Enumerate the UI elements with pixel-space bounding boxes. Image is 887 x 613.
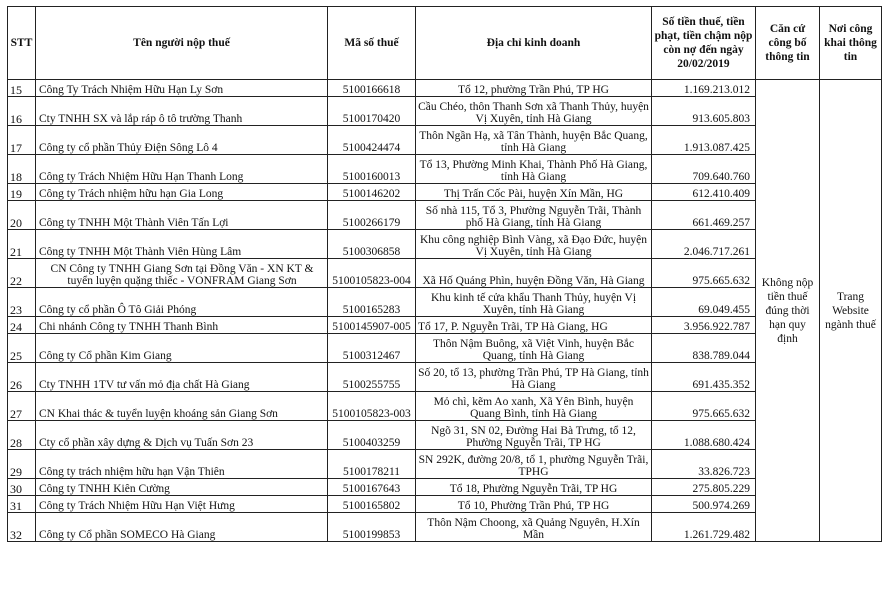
- tax-debt-sheet: [7, 6, 882, 542]
- cell-stt: 16: [8, 97, 36, 126]
- table-row: [8, 201, 882, 230]
- cell-tax-id: 5100266179: [328, 201, 416, 230]
- header-name: Tên người nộp thuế: [36, 7, 328, 80]
- cell-stt: 24: [8, 317, 36, 334]
- table-row: [8, 80, 882, 97]
- cell-tax-id: 5100170420: [328, 97, 416, 126]
- table-row: [8, 421, 882, 450]
- header-tax-id: Mã số thuế: [328, 7, 416, 80]
- cell-name: Công ty Trách nhiệm hữu hạn Gia Long: [36, 184, 328, 201]
- cell-stt: 27: [8, 392, 36, 421]
- cell-address: Cầu Chéo, thôn Thanh Sơn xã Thanh Thủy, huyện Vị Xuyên, tỉnh Hà Giang: [416, 97, 652, 126]
- cell-tax-id: 5100178211: [328, 450, 416, 479]
- table-row: [8, 496, 882, 513]
- cell-stt: 20: [8, 201, 36, 230]
- cell-amount: 2.046.717.261: [652, 230, 756, 259]
- cell-address: Tổ 13, Phường Minh Khai, Thành Phố Hà Giang, tỉnh Hà Giang: [416, 155, 652, 184]
- cell-stt: 28: [8, 421, 36, 450]
- cell-address: Mỏ chì, kẽm Ao xanh, Xã Yên Bình, huyện Quang Bình, tỉnh Hà Giang: [416, 392, 652, 421]
- cell-amount: 275.805.229: [652, 479, 756, 496]
- cell-tax-id: 5100145907-005: [328, 317, 416, 334]
- cell-tax-id: 5100306858: [328, 230, 416, 259]
- header-address: Địa chỉ kinh doanh: [416, 7, 652, 80]
- cell-address: Thôn Ngần Hạ, xã Tân Thành, huyện Bắc Quang, tỉnh Hà Giang: [416, 126, 652, 155]
- cell-stt: 30: [8, 479, 36, 496]
- table-row: [8, 97, 882, 126]
- cell-name: Công ty Trách Nhiệm Hữu Hạn Thanh Long: [36, 155, 328, 184]
- table-row: [8, 479, 882, 496]
- cell-amount: 1.261.729.482: [652, 513, 756, 542]
- cell-stt: 15: [8, 80, 36, 97]
- cell-address: Số 20, tổ 13, phường Trần Phú, TP Hà Giang, tỉnh Hà Giang: [416, 363, 652, 392]
- table-row: [8, 288, 882, 317]
- cell-name: Cty TNHH SX và lắp ráp ô tô trường Thanh: [36, 97, 328, 126]
- cell-stt: 22: [8, 259, 36, 288]
- cell-name: Công ty Cổ phần SOMECO Hà Giang: [36, 513, 328, 542]
- table-row: [8, 184, 882, 201]
- cell-name: CN Khai thác & tuyển luyện khoáng sản Giang Sơn: [36, 392, 328, 421]
- cell-amount: 691.435.352: [652, 363, 756, 392]
- cell-stt: 31: [8, 496, 36, 513]
- cell-amount: 838.789.044: [652, 334, 756, 363]
- cell-tax-id: 5100167643: [328, 479, 416, 496]
- cell-stt: 32: [8, 513, 36, 542]
- cell-amount: 1.169.213.012: [652, 80, 756, 97]
- cell-name: Chi nhánh Công ty TNHH Thanh Bình: [36, 317, 328, 334]
- header-row: [8, 7, 882, 80]
- cell-stt: 18: [8, 155, 36, 184]
- cell-stt: 25: [8, 334, 36, 363]
- cell-tax-id: 5100165802: [328, 496, 416, 513]
- cell-stt: 21: [8, 230, 36, 259]
- cell-tax-id: 5100105823-003: [328, 392, 416, 421]
- cell-place: Trang Website ngành thuế: [820, 80, 882, 542]
- cell-tax-id: 5100424474: [328, 126, 416, 155]
- cell-stt: 26: [8, 363, 36, 392]
- cell-amount: 913.605.803: [652, 97, 756, 126]
- table-row: [8, 230, 882, 259]
- table-row: [8, 155, 882, 184]
- cell-address: Tổ 12, phường Trần Phú, TP HG: [416, 80, 652, 97]
- cell-name: Cty TNHH 1TV tư vấn mỏ địa chất Hà Giang: [36, 363, 328, 392]
- table-row: [8, 450, 882, 479]
- table-row: [8, 334, 882, 363]
- cell-address: SN 292K, đường 20/8, tổ 1, phường Nguyễn Trãi, TPHG: [416, 450, 652, 479]
- cell-name: Công ty TNHH Một Thành Viên Hùng Lâm: [36, 230, 328, 259]
- cell-stt: 19: [8, 184, 36, 201]
- cell-tax-id: 5100165283: [328, 288, 416, 317]
- cell-amount: 3.956.922.787: [652, 317, 756, 334]
- cell-tax-id: 5100403259: [328, 421, 416, 450]
- cell-name: Công ty TNHH Kiên Cường: [36, 479, 328, 496]
- cell-address: Thôn Nậm Buông, xã Việt Vinh, huyện Bắc Quang, tỉnh Hà Giang: [416, 334, 652, 363]
- cell-tax-id: 5100105823-004: [328, 259, 416, 288]
- cell-tax-id: 5100255755: [328, 363, 416, 392]
- cell-tax-id: 5100160013: [328, 155, 416, 184]
- cell-name: CN Công ty TNHH Giang Sơn tại Đồng Văn - XN KT & tuyển luyện quặng thiếc - VONFRAM Giang Sơn: [36, 259, 328, 288]
- cell-tax-id: 5100146202: [328, 184, 416, 201]
- header-stt: STT: [8, 7, 36, 80]
- cell-amount: 975.665.632: [652, 259, 756, 288]
- header-basis: Căn cứ công bố thông tin: [756, 7, 820, 80]
- table-row: [8, 317, 882, 334]
- cell-basis: Không nộp tiền thuế đúng thời hạn quy định: [756, 80, 820, 542]
- cell-name: Công Ty Trách Nhiệm Hữu Hạn Ly Sơn: [36, 80, 328, 97]
- table-row: [8, 126, 882, 155]
- cell-address: Khu công nghiệp Bình Vàng, xã Đạo Đức, huyện Vị Xuyên, tỉnh Hà Giang: [416, 230, 652, 259]
- cell-address: Thôn Nậm Choong, xã Quảng Nguyên, H.Xín Mần: [416, 513, 652, 542]
- cell-address: Thị Trấn Cốc Pài, huyện Xín Mần, HG: [416, 184, 652, 201]
- cell-stt: 17: [8, 126, 36, 155]
- cell-address: Xã Hố Quáng Phìn, huyện Đồng Văn, Hà Giang: [416, 259, 652, 288]
- cell-amount: 1.088.680.424: [652, 421, 756, 450]
- cell-amount: 709.640.760: [652, 155, 756, 184]
- cell-amount: 1.913.087.425: [652, 126, 756, 155]
- cell-amount: 69.049.455: [652, 288, 756, 317]
- cell-name: Công ty cổ phần Ô Tô Giải Phóng: [36, 288, 328, 317]
- cell-tax-id: 5100199853: [328, 513, 416, 542]
- cell-amount: 661.469.257: [652, 201, 756, 230]
- cell-address: Tổ 17, P. Nguyễn Trãi, TP Hà Giang, HG: [416, 317, 652, 334]
- tax-debt-table: [7, 6, 882, 542]
- cell-name: Cty cổ phần xây dựng & Dịch vụ Tuấn Sơn 23: [36, 421, 328, 450]
- cell-name: Công ty cổ phần Thủy Điện Sông Lô 4: [36, 126, 328, 155]
- cell-name: Công ty Cổ phần Kim Giang: [36, 334, 328, 363]
- cell-amount: 33.826.723: [652, 450, 756, 479]
- cell-address: Khu kinh tế cửa khẩu Thanh Thủy, huyện Vị Xuyên, tỉnh Hà Giang: [416, 288, 652, 317]
- cell-amount: 612.410.409: [652, 184, 756, 201]
- cell-address: Số nhà 115, Tổ 3, Phường Nguyễn Trãi, Thành phố Hà Giang, tỉnh Hà Giang: [416, 201, 652, 230]
- cell-address: Ngõ 31, SN 02, Đường Hai Bà Trưng, tổ 12, Phường Nguyễn Trãi, TP HG: [416, 421, 652, 450]
- cell-stt: 29: [8, 450, 36, 479]
- table-row: [8, 363, 882, 392]
- cell-address: Tổ 10, Phường Trần Phú, TP HG: [416, 496, 652, 513]
- cell-stt: 23: [8, 288, 36, 317]
- header-place: Nơi công khai thông tin: [820, 7, 882, 80]
- cell-amount: 975.665.632: [652, 392, 756, 421]
- table-row: [8, 392, 882, 421]
- cell-name: Công ty Trách Nhiệm Hữu Hạn Việt Hưng: [36, 496, 328, 513]
- table-row: [8, 259, 882, 288]
- cell-name: Công ty trách nhiệm hữu hạn Vận Thiên: [36, 450, 328, 479]
- cell-address: Tổ 18, Phường Nguyễn Trãi, TP HG: [416, 479, 652, 496]
- cell-name: Công ty TNHH Một Thành Viên Tấn Lợi: [36, 201, 328, 230]
- cell-amount: 500.974.269: [652, 496, 756, 513]
- table-row: [8, 513, 882, 542]
- header-amount: Số tiền thuế, tiền phạt, tiền chậm nộp còn nợ đến ngày 20/02/2019: [652, 7, 756, 80]
- cell-tax-id: 5100312467: [328, 334, 416, 363]
- cell-tax-id: 5100166618: [328, 80, 416, 97]
